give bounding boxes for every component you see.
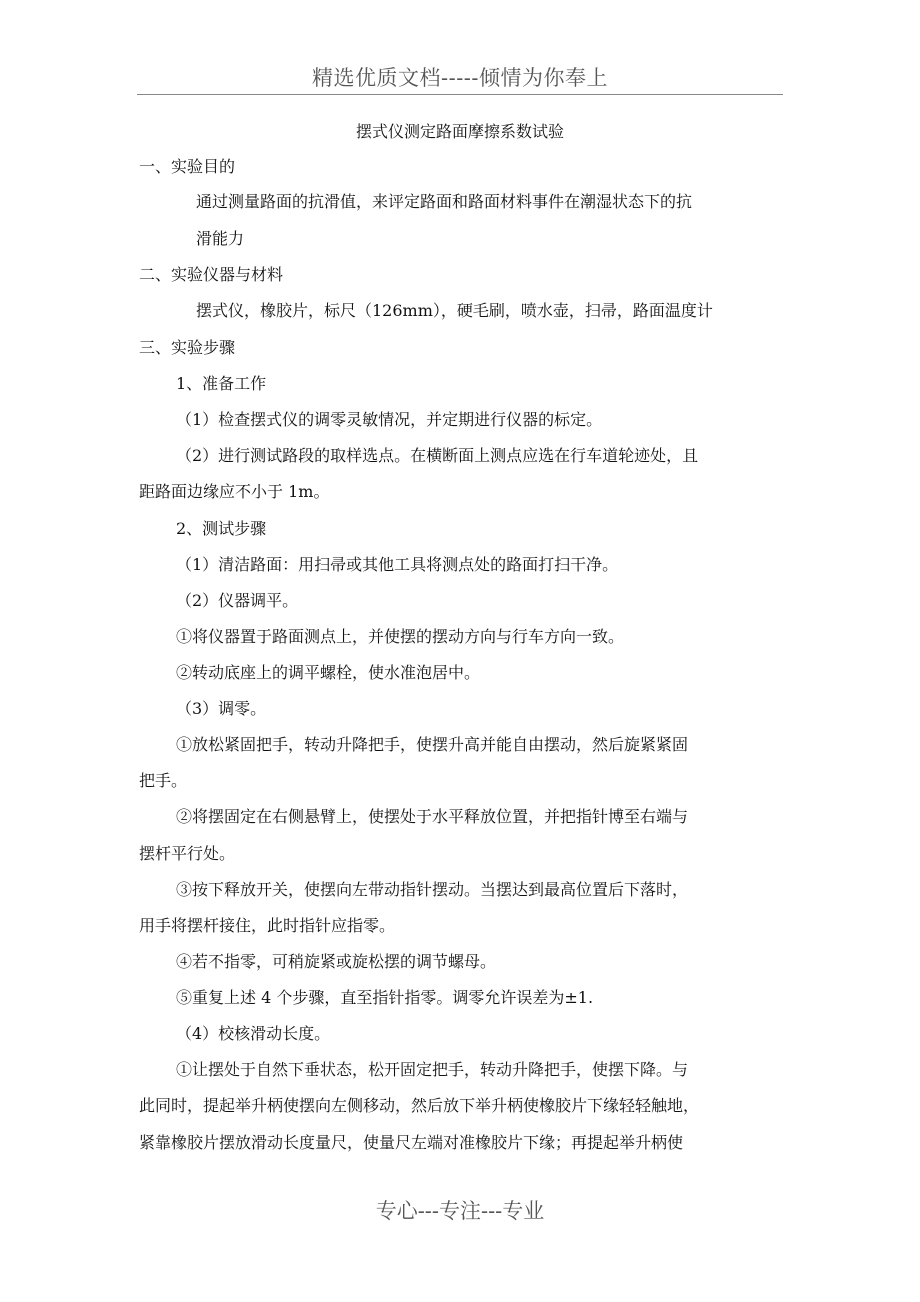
paragraph-line: ⑤重复上述 4 个步骤，直至指针指零。调零允许误差为±1. [176, 988, 594, 1007]
section-heading-purpose: 一、实验目的 [139, 157, 236, 176]
paragraph-line: 滑能力 [196, 229, 245, 248]
paragraph-line: （1）检查摆式仪的调零灵敏情况，并定期进行仪器的标定。 [176, 410, 603, 429]
paragraph-line: （4）校核滑动长度。 [176, 1024, 331, 1043]
paragraph-line: ①放松紧固把手，转动升降把手，使摆升高并能自由摆动，然后旋紧紧固 [176, 735, 689, 754]
paragraph-line: ④若不指零，可稍旋紧或旋松摆的调节螺母。 [176, 952, 497, 971]
paragraph-line: ①将仪器置于路面测点上，并使摆的摆动方向与行车方向一致。 [176, 627, 625, 646]
paragraph-line: （1）清洁路面：用扫帚或其他工具将测点处的路面打扫干净。 [176, 555, 619, 574]
paragraph-line: ③按下释放开关，使摆向左带动指针摆动。当摆达到最高位置后下落时， [176, 880, 689, 899]
page-header: 精选优质文档-----倾情为你奉上 [312, 66, 608, 90]
document-title: 摆式仪测定路面摩擦系数试验 [355, 122, 564, 141]
paragraph-line: （2）仪器调平。 [176, 591, 299, 610]
paragraph-line: 摆杆平行处。 [139, 844, 236, 863]
paragraph-line: （3）调零。 [176, 699, 267, 718]
paragraph-line: 此同时，提起举升柄使摆向左侧移动，然后放下举升柄使橡胶片下缘轻轻触地， [139, 1096, 700, 1115]
section-heading-equipment: 二、实验仪器与材料 [139, 265, 284, 284]
paragraph-line: 用手将摆杆接住，此时指针应指零。 [139, 916, 396, 935]
paragraph-line: （2）进行测试路段的取样选点。在横断面上测点应选在行车道轮迹处，且 [176, 446, 699, 465]
paragraph-line: 距路面边缘应不小于 1m。 [139, 482, 330, 501]
paragraph-line: ②转动底座上的调平螺栓，使水准泡居中。 [176, 663, 481, 682]
paragraph-line: ①让摆处于自然下垂状态，松开固定把手，转动升降把手，使摆下降。与 [176, 1060, 689, 1079]
header-divider [137, 94, 783, 95]
page-footer: 专心---专注---专业 [375, 1199, 545, 1223]
paragraph-line: 紧靠橡胶片摆放滑动长度量尺，使量尺左端对准橡胶片下缘；再提起举升柄使 [139, 1133, 684, 1152]
paragraph-line: 通过测量路面的抗滑值，来评定路面和路面材料事件在潮湿状态下的抗 [196, 192, 693, 211]
paragraph-line: ②将摆固定在右侧悬臂上，使摆处于水平释放位置，并把指针博至右端与 [176, 807, 689, 826]
subsection-heading: 1、准备工作 [176, 374, 267, 393]
paragraph-line: 把手。 [139, 771, 188, 790]
paragraph-line: 摆式仪，橡胶片，标尺（126mm），硬毛刷，喷水壶，扫帚，路面温度计 [196, 301, 713, 320]
subsection-heading: 2、测试步骤 [176, 519, 267, 538]
section-heading-procedure: 三、实验步骤 [139, 338, 236, 357]
